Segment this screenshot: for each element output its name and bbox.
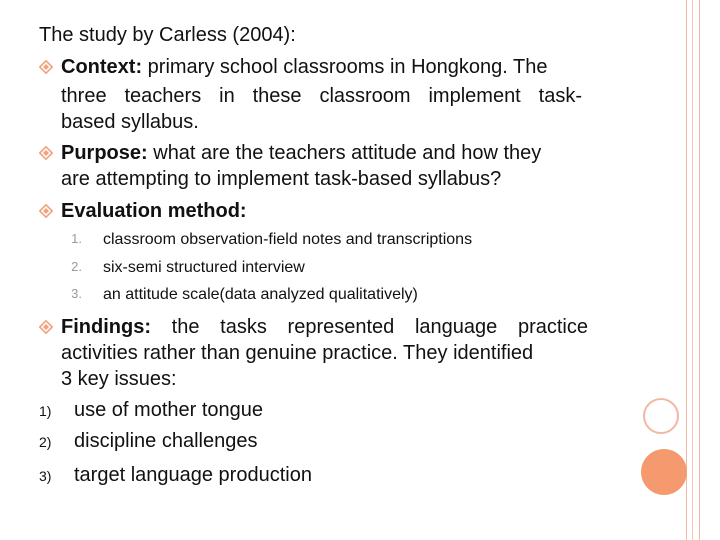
issue-number: 1) — [39, 403, 52, 419]
purpose-text-1: what are the teachers attitude and how they — [147, 142, 542, 164]
diamond-bullet-icon — [39, 146, 53, 160]
decorative-circle — [641, 449, 687, 495]
evaluation-item-text: classroom observation-field notes and transcriptions — [103, 231, 473, 248]
evaluation-item-text: six-semi structured interview — [103, 259, 305, 276]
diamond-bullet-icon — [39, 320, 53, 334]
decorative-ring — [643, 398, 679, 434]
findings-line-1 — [61, 315, 588, 339]
evaluation-item-number: 3. — [71, 286, 82, 301]
decorative-band — [686, 0, 700, 540]
diamond-bullet-icon — [39, 204, 53, 218]
issue-text: use of mother tongue — [74, 399, 264, 421]
purpose-label: Purpose: — [61, 142, 148, 164]
findings-line-3: 3 key issues: — [61, 368, 177, 390]
issue-text: discipline challenges — [74, 430, 258, 452]
findings-line-2: activities rather than genuine practice. They identified — [61, 342, 534, 364]
issue-number: 3) — [39, 468, 52, 484]
findings-text-1: the tasks represented language practice — [150, 316, 588, 338]
context-line-3: based syllabus. — [61, 111, 199, 133]
evaluation-item-text: an attitude scale(data analyzed qualitatively) — [103, 286, 418, 303]
issue-number: 2) — [39, 434, 52, 450]
diamond-bullet-icon — [39, 60, 53, 74]
context-line-2: three teachers in these classroom implement task- — [61, 85, 582, 107]
findings-label: Findings: — [61, 316, 151, 338]
context-text-1: primary school classrooms in Hongkong. The — [142, 56, 548, 78]
evaluation-item-number: 2. — [71, 259, 82, 274]
purpose-line-1 — [61, 141, 541, 165]
context-line-1 — [61, 55, 547, 79]
evaluation-heading — [61, 199, 247, 223]
evaluation-item-number: 1. — [71, 231, 82, 246]
issue-text: target language production — [74, 464, 312, 486]
context-label: Context: — [61, 56, 143, 78]
slide-title: The study by Carless (2004): — [39, 24, 296, 46]
evaluation-label: Evaluation method: — [61, 200, 247, 222]
purpose-line-2: are attempting to implement task-based syllabus? — [61, 168, 502, 190]
